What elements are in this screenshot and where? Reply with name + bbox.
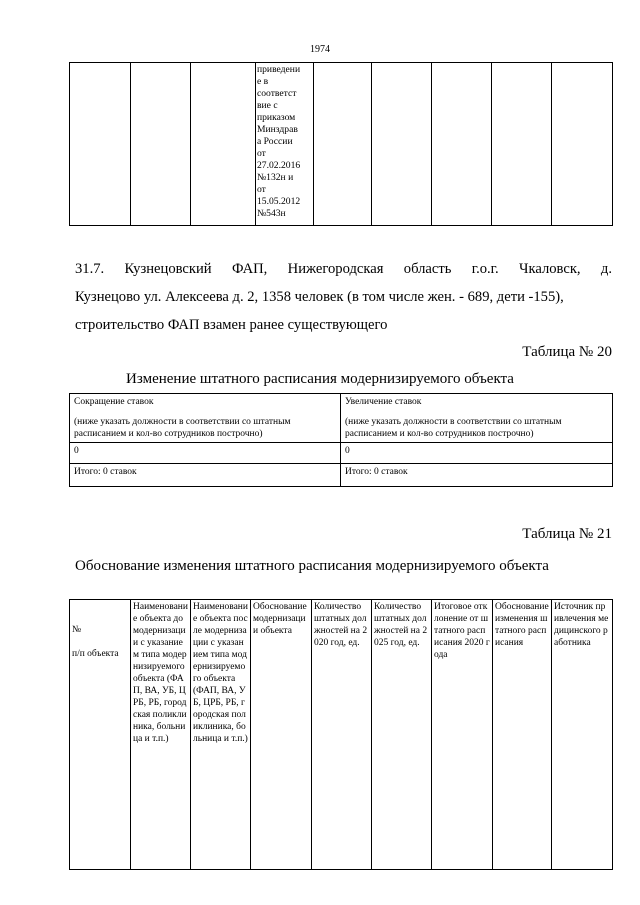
justification-table	[69, 599, 613, 870]
table-cell	[492, 63, 552, 226]
cell-text-line: 27.02.2016	[257, 160, 301, 171]
object-index-label: п/п объекта	[72, 649, 119, 659]
table-cell	[131, 63, 191, 226]
increase-header: Увеличение ставок	[345, 397, 422, 407]
cell-text-line: №132н и	[257, 172, 294, 183]
cell-text-line: от	[257, 184, 266, 195]
number-sign: №	[72, 625, 82, 635]
table-21-label: Таблица № 21	[522, 526, 612, 542]
table-cell	[256, 63, 314, 226]
table-row	[70, 63, 613, 226]
cell-text-line: №543н	[257, 208, 286, 219]
reduction-header-cell	[70, 394, 341, 443]
table-cell	[432, 63, 492, 226]
facility-paragraph	[75, 255, 612, 339]
paragraph-line: Кузнецово ул. Алексеева д. 2, 1358 человек (в том числе жен. - 689, дети -155),	[75, 289, 564, 305]
cell-text-line: приказом	[257, 112, 296, 123]
staffing-change-table	[69, 393, 613, 487]
column-header-after: Наименование объекта после модернизации с указанием типа модернизируемого объекта (ФАП, ВА, УБ, ЦРБ, РБ, городская поликлиника, больница и т.п.)	[191, 600, 251, 870]
continued-table	[69, 62, 613, 226]
reduction-value: 0	[70, 443, 341, 464]
increase-note: (ниже указать должности в соответствии со штатным расписанием и кол-во сотрудников построчно)	[345, 417, 562, 439]
column-header-staff-2025: Количество штатных должностей на 2025 год, ед.	[372, 600, 432, 870]
reduction-note: (ниже указать должности в соответствии со штатным расписанием и кол-во сотрудников построчно)	[74, 417, 291, 439]
cell-text-line: соответст	[257, 88, 297, 99]
table-cell	[314, 63, 372, 226]
paragraph-line: 31.7. Кузнецовский ФАП, Нижегородская область г.о.г. Чкаловск, д.	[75, 261, 612, 277]
table-cell	[191, 63, 256, 226]
column-header-justification: Обоснование модернизации объекта	[251, 600, 312, 870]
cell-text-line: е в	[257, 76, 269, 87]
cell-text-line: приведени	[257, 64, 301, 75]
reduction-header: Сокращение ставок	[74, 397, 154, 407]
paragraph-line: строительство ФАП взамен ранее существующего	[75, 317, 388, 333]
column-header-staff-2020: Количество штатных должностей на 2020 год, ед.	[312, 600, 372, 870]
column-header-source: Источник привлечения медицинского работника	[552, 600, 613, 870]
column-header-change-reason: Обоснование изменения штатного расписания	[493, 600, 552, 870]
table-20-label: Таблица № 20	[522, 344, 612, 360]
table-cell	[372, 63, 432, 226]
table-row	[70, 464, 613, 487]
increase-header-cell	[341, 394, 613, 443]
increase-total: Итого: 0 ставок	[341, 464, 613, 487]
increase-value: 0	[341, 443, 613, 464]
page-number: 1974	[310, 44, 330, 55]
cell-text-line: вие с	[257, 100, 278, 111]
table-header-row	[70, 600, 613, 870]
cell-text-line: 15.05.2012	[257, 196, 301, 207]
table-21-title: Обоснование изменения штатного расписания модернизируемого объекта	[75, 558, 549, 574]
cell-text-line: Минздрав	[257, 124, 298, 135]
table-cell	[552, 63, 613, 226]
table-cell	[70, 63, 131, 226]
column-header-deviation: Итоговое отклонение от штатного расписания 2020 года	[432, 600, 493, 870]
table-row	[70, 394, 613, 443]
cell-text-line: а России	[257, 136, 293, 147]
table-row	[70, 443, 613, 464]
column-header-before: Наименование объекта до модернизации с указанием типа модернизируемого объекта (ФАП, ВА, УБ, ЦРБ, РБ, городская поликлиника, больница и т.п.)	[131, 600, 191, 870]
cell-text-line: от	[257, 148, 266, 159]
reduction-total: Итого: 0 ставок	[70, 464, 341, 487]
table-20-title: Изменение штатного расписания модернизируемого объекта	[126, 371, 514, 387]
column-header-number	[70, 600, 131, 870]
